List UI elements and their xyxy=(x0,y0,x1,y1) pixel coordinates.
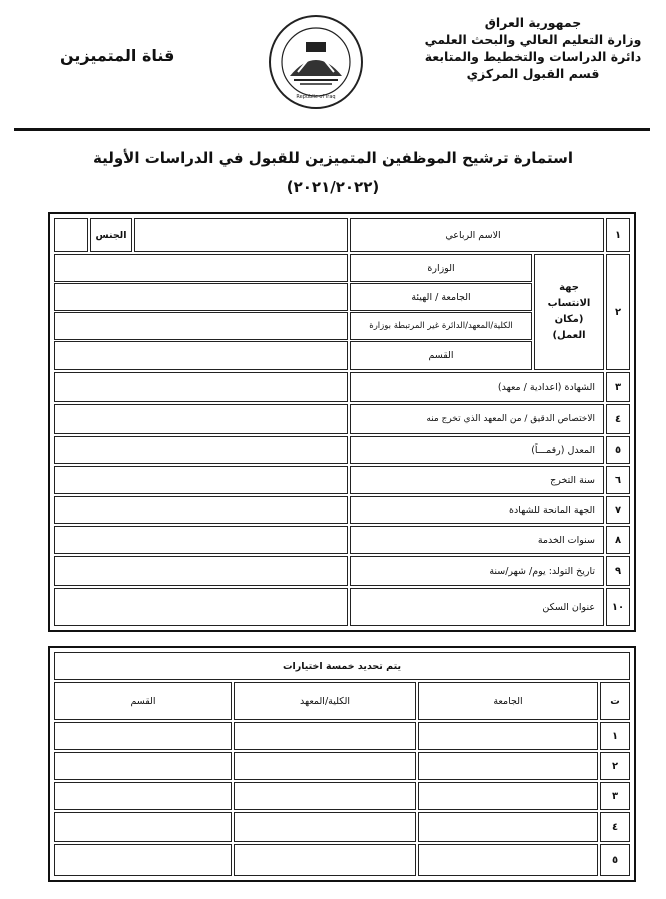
graduation-year-input[interactable] xyxy=(54,466,348,494)
average-input[interactable] xyxy=(54,436,348,464)
field-label-birth-date: تاريخ التولد: يوم/ شهر/سنة xyxy=(350,556,604,586)
col-header-university: الجامعة xyxy=(418,682,598,720)
form-title: استمارة ترشيح الموظفين المتميزين للقبول في الدراسات الأولية xyxy=(92,149,574,167)
service-years-input[interactable] xyxy=(54,526,348,554)
field-label-address: عنوان السكن xyxy=(350,588,604,626)
field-label-average: المعدل (رقمـــاً) xyxy=(350,436,604,464)
choice-university-input[interactable] xyxy=(418,752,598,780)
choice-row-number: ١ xyxy=(600,722,630,750)
row-number: ٤ xyxy=(606,404,630,434)
choice-row-number: ٣ xyxy=(600,782,630,810)
row-number: ٢ xyxy=(606,254,630,370)
department-input[interactable] xyxy=(54,341,348,370)
row-number: ١٠ xyxy=(606,588,630,626)
row-number: ٦ xyxy=(606,466,630,494)
university-input[interactable] xyxy=(54,283,348,311)
field-label-graduation-year: سنة التخرج xyxy=(350,466,604,494)
field-label-university: الجامعة / الهيئة xyxy=(350,283,532,311)
field-label-workplace: جهة الانتساب (مكان العمل) xyxy=(534,254,604,370)
field-label-specialization: الاختصاص الدقيق / من المعهد الذي تخرج منه xyxy=(350,404,604,434)
field-label-service-years: سنوات الخدمة xyxy=(350,526,604,554)
choice-college-input[interactable] xyxy=(234,812,416,842)
svg-text:Republic of Iraq: Republic of Iraq xyxy=(296,94,336,100)
row-number: ١ xyxy=(606,218,630,252)
choice-department-input[interactable] xyxy=(54,782,232,810)
full-name-input[interactable] xyxy=(134,218,348,252)
field-label-issuing-body: الجهة المانحة للشهادة xyxy=(350,496,604,524)
field-label-ministry: الوزارة xyxy=(350,254,532,282)
college-input[interactable] xyxy=(54,312,348,340)
candidate-info-table xyxy=(48,212,636,632)
choice-row-number: ٤ xyxy=(600,812,630,842)
academic-year: (٢٠٢١/٢٠٢٢) xyxy=(286,178,380,196)
row-number: ٥ xyxy=(606,436,630,464)
choices-table xyxy=(48,646,636,882)
header-line-3: دائرة الدراسات والتخطيط والمتابعة xyxy=(424,49,642,64)
header-line-2: وزارة التعليم العالي والبحث العلمي xyxy=(424,32,642,47)
choice-college-input[interactable] xyxy=(234,782,416,810)
choices-heading: يتم تحديد خمسة اختيارات xyxy=(54,652,630,680)
choice-department-input[interactable] xyxy=(54,812,232,842)
choice-department-input[interactable] xyxy=(54,752,232,780)
choice-university-input[interactable] xyxy=(418,782,598,810)
ministry-header xyxy=(418,14,648,82)
birth-date-input[interactable] xyxy=(54,556,348,586)
row-number: ٧ xyxy=(606,496,630,524)
ministry-input[interactable] xyxy=(54,254,348,282)
header-line-4: قسم القبول المركزي xyxy=(466,66,600,81)
ministry-seal-logo xyxy=(268,14,364,110)
choice-department-input[interactable] xyxy=(54,844,232,876)
field-label-college: الكلية/المعهد/الدائرة غير المرتبطة بوزارة xyxy=(350,312,532,340)
field-label-gender: الجنس xyxy=(90,218,132,252)
field-label-department: القسم xyxy=(350,341,532,370)
row-number: ٣ xyxy=(606,372,630,402)
gender-input[interactable] xyxy=(54,218,88,252)
channel-title: قناة المتميزين xyxy=(60,46,175,65)
field-label-certificate: الشهادة (اعدادية / معهد) xyxy=(350,372,604,402)
header-divider xyxy=(14,128,650,131)
certificate-input[interactable] xyxy=(54,372,348,402)
specialization-input[interactable] xyxy=(54,404,348,434)
choice-department-input[interactable] xyxy=(54,722,232,750)
choice-college-input[interactable] xyxy=(234,752,416,780)
choice-row-number: ٢ xyxy=(600,752,630,780)
col-header-department: القسم xyxy=(54,682,232,720)
header-line-1: جمهورية العراق xyxy=(484,15,582,30)
col-header-college: الكلية/المعهد xyxy=(234,682,416,720)
choice-college-input[interactable] xyxy=(234,722,416,750)
choice-row-number: ٥ xyxy=(600,844,630,876)
choice-university-input[interactable] xyxy=(418,812,598,842)
address-input[interactable] xyxy=(54,588,348,626)
col-header-index: ت xyxy=(600,682,630,720)
field-label-full-name: الاسم الرباعي xyxy=(350,218,604,252)
row-number: ٩ xyxy=(606,556,630,586)
choice-college-input[interactable] xyxy=(234,844,416,876)
choice-university-input[interactable] xyxy=(418,722,598,750)
choice-university-input[interactable] xyxy=(418,844,598,876)
issuing-body-input[interactable] xyxy=(54,496,348,524)
row-number: ٨ xyxy=(606,526,630,554)
